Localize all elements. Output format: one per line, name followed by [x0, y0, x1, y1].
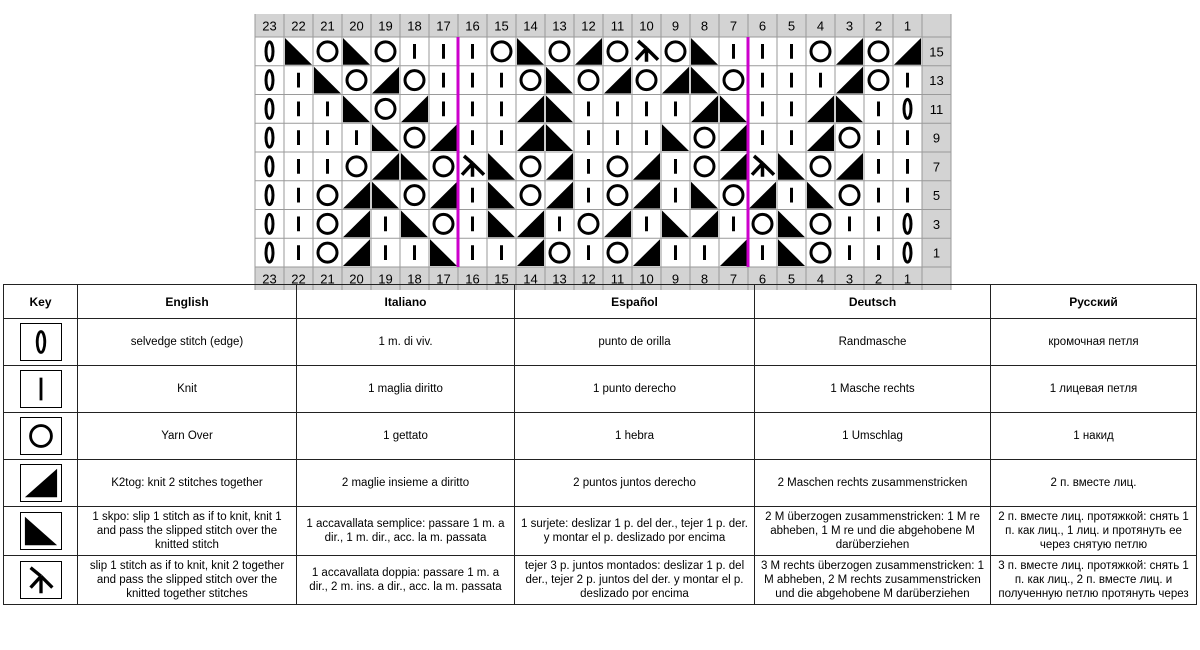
column-number: 7 [729, 271, 738, 287]
column-number: 4 [816, 271, 825, 287]
russian-text: 1 лицевая петля [991, 366, 1197, 413]
column-number: 20 [349, 18, 364, 34]
column-number: 4 [816, 18, 825, 34]
row-number: 11 [929, 101, 944, 117]
italiano-text: 1 accavallata semplice: passare 1 m. a dir., 1 m. dir., acc. la m. passata [297, 507, 515, 556]
row-number: 3 [932, 216, 941, 232]
deutsch-text: 2 Maschen rechts zusammenstricken [755, 460, 991, 507]
column-number: 14 [523, 18, 538, 34]
header-deutsch: Deutsch [755, 285, 991, 319]
column-number: 14 [523, 271, 538, 287]
key-symbol-cell [4, 556, 78, 605]
yarn-over-icon [20, 417, 62, 455]
knitting-chart-grid [253, 14, 979, 287]
column-number: 1 [903, 271, 912, 287]
column-number: 17 [436, 271, 451, 287]
deutsch-text: 1 Masche rechts [755, 366, 991, 413]
column-number: 16 [465, 18, 480, 34]
column-number: 18 [407, 271, 422, 287]
column-number: 21 [320, 271, 335, 287]
english-text: K2tog: knit 2 stitches together [78, 460, 297, 507]
column-number: 9 [671, 271, 680, 287]
column-number: 3 [845, 271, 854, 287]
row-number: 5 [932, 188, 941, 204]
espanol-text: tejer 3 p. juntos montados: deslizar 1 p. del der., tejer 2 p. juntos del der. y montar el p. deslizado por encima [515, 556, 755, 605]
header-espanol: Español [515, 285, 755, 319]
key-row-yarn-over [4, 413, 1197, 460]
header-key: Key [4, 285, 78, 319]
russian-text: 2 п. вместе лиц. [991, 460, 1197, 507]
key-row-skpo [4, 507, 1197, 556]
deutsch-text: Randmasche [755, 319, 991, 366]
sk2po-icon [20, 561, 62, 599]
column-number: 21 [320, 18, 335, 34]
column-number: 11 [610, 18, 625, 34]
key-table-header-row [4, 285, 1197, 319]
espanol-text: punto de orilla [515, 319, 755, 366]
espanol-text: 1 surjete: deslizar 1 p. del der., tejer 1 p. der. y montar el p. deslizado por encima [515, 507, 755, 556]
english-text: Yarn Over [78, 413, 297, 460]
column-number: 3 [845, 18, 854, 34]
k2tog-icon [20, 464, 62, 502]
key-row-selvedge [4, 319, 1197, 366]
key-symbol-cell [4, 366, 78, 413]
column-number: 11 [610, 271, 625, 287]
column-number: 2 [874, 271, 883, 287]
english-text: Knit [78, 366, 297, 413]
column-number: 12 [581, 18, 596, 34]
column-number: 23 [262, 18, 277, 34]
column-number: 12 [581, 271, 596, 287]
italiano-text: 1 gettato [297, 413, 515, 460]
key-row-knit [4, 366, 1197, 413]
english-text: selvedge stitch (edge) [78, 319, 297, 366]
column-number: 17 [436, 18, 451, 34]
column-number: 8 [700, 271, 709, 287]
column-number: 13 [552, 271, 567, 287]
key-symbol-cell [4, 460, 78, 507]
column-number: 6 [758, 18, 767, 34]
italiano-text: 2 maglie insieme a diritto [297, 460, 515, 507]
skpo-icon [20, 512, 62, 550]
espanol-text: 2 puntos juntos derecho [515, 460, 755, 507]
italiano-text: 1 m. di viv. [297, 319, 515, 366]
column-number: 7 [729, 18, 738, 34]
column-number: 23 [262, 271, 277, 287]
column-number: 19 [378, 271, 393, 287]
key-symbol-cell [4, 507, 78, 556]
knit-icon [20, 370, 62, 408]
column-number: 1 [903, 18, 912, 34]
russian-text: 2 п. вместе лиц. протяжкой: снять 1 п. как лиц., 1 лиц. и протянуть ее через снятую петлю [991, 507, 1197, 556]
column-number: 8 [700, 18, 709, 34]
header-english: English [78, 285, 297, 319]
column-number: 20 [349, 271, 364, 287]
row-number: 7 [932, 159, 941, 175]
key-symbol-cell [4, 319, 78, 366]
column-number: 6 [758, 271, 767, 287]
column-number: 22 [291, 271, 306, 287]
row-number: 15 [929, 44, 944, 60]
selvedge-icon [20, 323, 62, 361]
column-number: 16 [465, 271, 480, 287]
row-number: 9 [932, 130, 941, 146]
italiano-text: 1 accavallata doppia: passare 1 m. a dir., 2 m. ins. a dir., acc. la m. passata [297, 556, 515, 605]
column-number: 10 [639, 271, 654, 287]
knitting-chart [253, 14, 979, 287]
header-russian: Русский [991, 285, 1197, 319]
column-number: 15 [494, 18, 509, 34]
key-row-k2tog [4, 460, 1197, 507]
column-number: 22 [291, 18, 306, 34]
english-text: slip 1 stitch as if to knit, knit 2 together and pass the slipped stitch over the knitted together stitches [78, 556, 297, 605]
russian-text: 3 п. вместе лиц. протяжкой: снять 1 п. как лиц., 2 п. вместе лиц. и полученную петлю протянуть через [991, 556, 1197, 605]
header-italiano: Italiano [297, 285, 515, 319]
column-number: 19 [378, 18, 393, 34]
russian-text: 1 накид [991, 413, 1197, 460]
row-number: 13 [929, 73, 944, 89]
key-row-sk2po [4, 556, 1197, 605]
stitch-key-table [3, 284, 1197, 605]
deutsch-text: 3 M rechts überzogen zusammenstricken: 1 M abheben, 2 M rechts zusammenstricken und die abgehobene M darüberziehen [755, 556, 991, 605]
russian-text: кромочная петля [991, 319, 1197, 366]
english-text: 1 skpo: slip 1 stitch as if to knit, knit 1 and pass the slipped stitch over the knitted stitch [78, 507, 297, 556]
column-number: 18 [407, 18, 422, 34]
espanol-text: 1 hebra [515, 413, 755, 460]
column-number: 10 [639, 18, 654, 34]
column-number: 2 [874, 18, 883, 34]
espanol-text: 1 punto derecho [515, 366, 755, 413]
column-number: 5 [787, 18, 796, 34]
column-number: 5 [787, 271, 796, 287]
column-number: 13 [552, 18, 567, 34]
column-number: 9 [671, 18, 680, 34]
italiano-text: 1 maglia diritto [297, 366, 515, 413]
deutsch-text: 1 Umschlag [755, 413, 991, 460]
column-number: 15 [494, 271, 509, 287]
deutsch-text: 2 M überzogen zusammenstricken: 1 M re abheben, 1 M re und die abgehobene M darüberziehen [755, 507, 991, 556]
key-symbol-cell [4, 413, 78, 460]
row-number: 1 [932, 245, 941, 261]
